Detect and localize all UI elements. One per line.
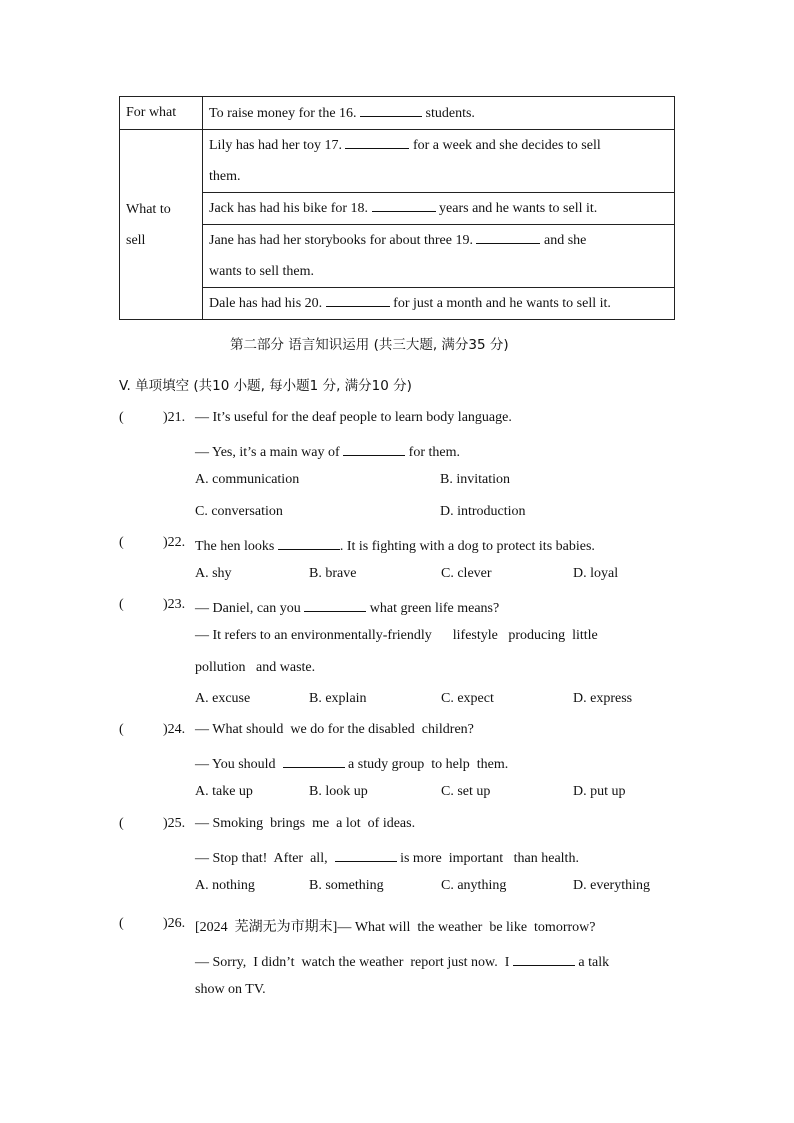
- question-text: pollution and waste.: [195, 660, 316, 675]
- question-text: The hen looks . It is fighting with a dog to protect its babies.: [195, 535, 595, 555]
- question-number: )23.: [163, 597, 186, 612]
- blank-23[interactable]: [304, 597, 366, 612]
- label-for-what: For what: [120, 97, 203, 130]
- option-d[interactable]: D. everything: [573, 878, 650, 893]
- blank-26[interactable]: [513, 951, 575, 966]
- question-text: — Yes, it’s a main way of for them.: [195, 441, 460, 461]
- option-b[interactable]: B. brave: [309, 566, 357, 581]
- row-jack: Jack has had his bike for 18. years and he wants to sell it.: [203, 193, 675, 225]
- question-number: )24.: [163, 722, 186, 737]
- question-text: — Daniel, can you what green life means?: [195, 597, 499, 617]
- question-text: — You should a study group to help them.: [195, 753, 508, 773]
- answer-paren[interactable]: (: [119, 535, 124, 550]
- label-what-to-sell: What to sell: [120, 130, 203, 320]
- blank-18[interactable]: [372, 197, 436, 212]
- question-text: — It’s useful for the deaf people to learn body language.: [195, 410, 512, 425]
- question-text: — Sorry, I didn’t watch the weather report just now. I a talk: [195, 951, 609, 971]
- blank-21[interactable]: [343, 441, 405, 456]
- question-text: — Stop that! After all, is more important than health.: [195, 847, 579, 867]
- option-a[interactable]: A. excuse: [195, 691, 251, 706]
- row-jane: Jane has had her storybooks for about three 19. and she wants to sell them.: [203, 225, 675, 288]
- option-d[interactable]: D. loyal: [573, 566, 619, 581]
- option-c[interactable]: C. conversation: [195, 504, 283, 519]
- option-b[interactable]: B. invitation: [440, 472, 510, 487]
- section-v-heading: V. 单项填空 (共10 小题, 每小题1 分, 满分10 分): [119, 378, 412, 394]
- question-number: )21.: [163, 410, 186, 425]
- answer-paren[interactable]: (: [119, 816, 124, 831]
- question-text: [2024 芜湖无为市期末]— What will the weather be like tomorrow?: [195, 920, 596, 935]
- option-b[interactable]: B. something: [309, 878, 384, 893]
- answer-paren[interactable]: (: [119, 597, 124, 612]
- option-c[interactable]: C. expect: [441, 691, 494, 706]
- question-text: — Smoking brings me a lot of ideas.: [195, 816, 416, 831]
- answer-paren[interactable]: (: [119, 410, 124, 425]
- option-a[interactable]: A. shy: [195, 566, 232, 581]
- blank-20[interactable]: [326, 292, 390, 307]
- option-c[interactable]: C. set up: [441, 784, 491, 799]
- info-table: [119, 96, 675, 320]
- option-b[interactable]: B. explain: [309, 691, 367, 706]
- blank-17[interactable]: [345, 134, 409, 149]
- question-number: )26.: [163, 916, 186, 931]
- answer-paren[interactable]: (: [119, 722, 124, 737]
- question-number: )22.: [163, 535, 186, 550]
- part-two-heading: 第二部分 语言知识运用 (共三大题, 满分35 分): [230, 337, 509, 353]
- question-text: — It refers to an environmentally-friendly lifestyle producing little: [195, 628, 598, 643]
- option-d[interactable]: D. put up: [573, 784, 626, 799]
- option-d[interactable]: D. express: [573, 691, 633, 706]
- row-lily: Lily has had her toy 17. for a week and she decides to sell them.: [203, 130, 675, 193]
- row-dale: Dale has had his 20. for just a month and he wants to sell it.: [203, 288, 675, 320]
- question-text: show on TV.: [195, 982, 266, 997]
- option-d[interactable]: D. introduction: [440, 504, 526, 519]
- blank-25[interactable]: [335, 847, 397, 862]
- blank-22[interactable]: [278, 535, 340, 550]
- option-b[interactable]: B. look up: [309, 784, 368, 799]
- option-c[interactable]: C. clever: [441, 566, 492, 581]
- option-a[interactable]: A. take up: [195, 784, 253, 799]
- answer-paren[interactable]: (: [119, 916, 124, 931]
- option-c[interactable]: C. anything: [441, 878, 507, 893]
- option-a[interactable]: A. communication: [195, 472, 300, 487]
- question-number: )25.: [163, 816, 186, 831]
- option-a[interactable]: A. nothing: [195, 878, 255, 893]
- blank-19[interactable]: [476, 229, 540, 244]
- blank-16[interactable]: [360, 102, 422, 117]
- row-for-what: To raise money for the 16. students.: [203, 97, 675, 130]
- blank-24[interactable]: [283, 753, 345, 768]
- question-text: — What should we do for the disabled children?: [195, 722, 474, 737]
